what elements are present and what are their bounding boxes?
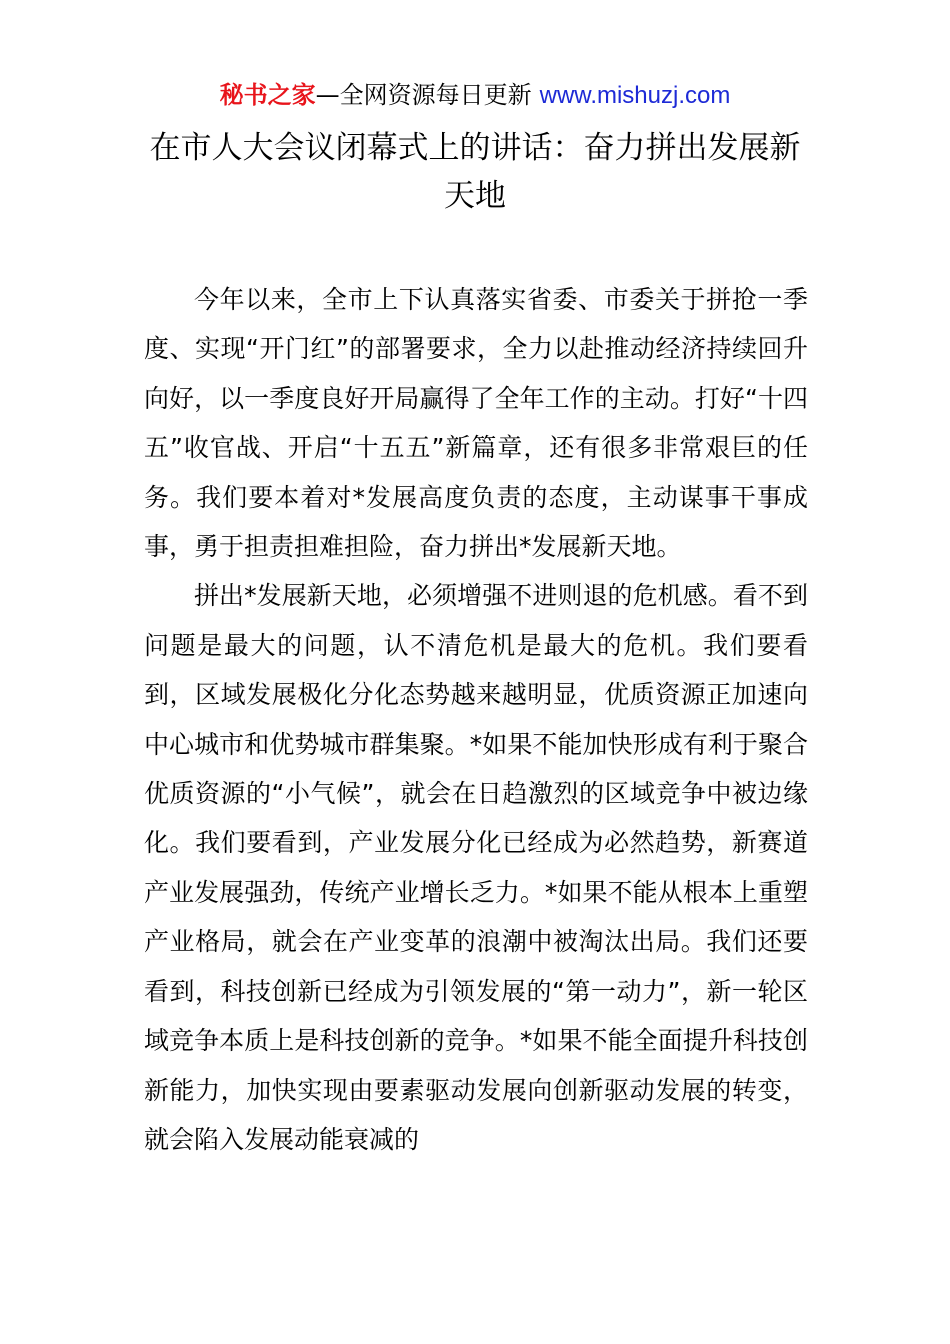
site-tagline: —全网资源每日更新: [315, 81, 532, 109]
paragraph-1: 今年以来，全市上下认真落实省委、市委关于拼抢一季度、实现“开门红”的部署要求，全力以赴推动经济持续回升向好，以一季度良好开局赢得了全年工作的主动。打好“十四五”收官战、开启“十五五”新篇章，还有很多非常艰巨的任务。我们要本着对*发展高度负责的态度，主动谋事干事成事，勇于担责担难担险，奋力拼出*发展新天地。: [144, 285, 808, 562]
site-url-link[interactable]: www.mishuzj.com: [539, 82, 731, 109]
paragraph-2: 拼出*发展新天地，必须增强不进则退的危机感。看不到问题是最大的问题，认不清危机是最大的危机。我们要看到，区域发展极化分化态势越来越明显，优质资源正加速向中心城市和优势城市群集聚。*如果不能加快形成有利于聚合优质资源的“小气候”，就会在日趋激烈的区域竞争中被边缘化。我们要看到，产业发展分化已经成为必然趋势，新赛道产业发展强劲，传统产业增长乏力。*如果不能从根本上重塑产业格局，就会在产业变革的浪潮中被淘汰出局。我们还要看到，科技创新已经成为引领发展的“第一动力”，新一轮区域竞争本质上是科技创新的竞争。*如果不能全面提升科技创新能力，加快实现由要素驱动发展向创新驱动发展的转变，就会陷入发展动能衰减的: [144, 581, 808, 1154]
document-body: [144, 275, 808, 1164]
site-header: [0, 78, 950, 113]
document-title: 在市人大会议闭幕式上的讲话：奋力拼出发展新天地: [149, 130, 801, 214]
site-brand: 秘书之家: [219, 81, 316, 109]
